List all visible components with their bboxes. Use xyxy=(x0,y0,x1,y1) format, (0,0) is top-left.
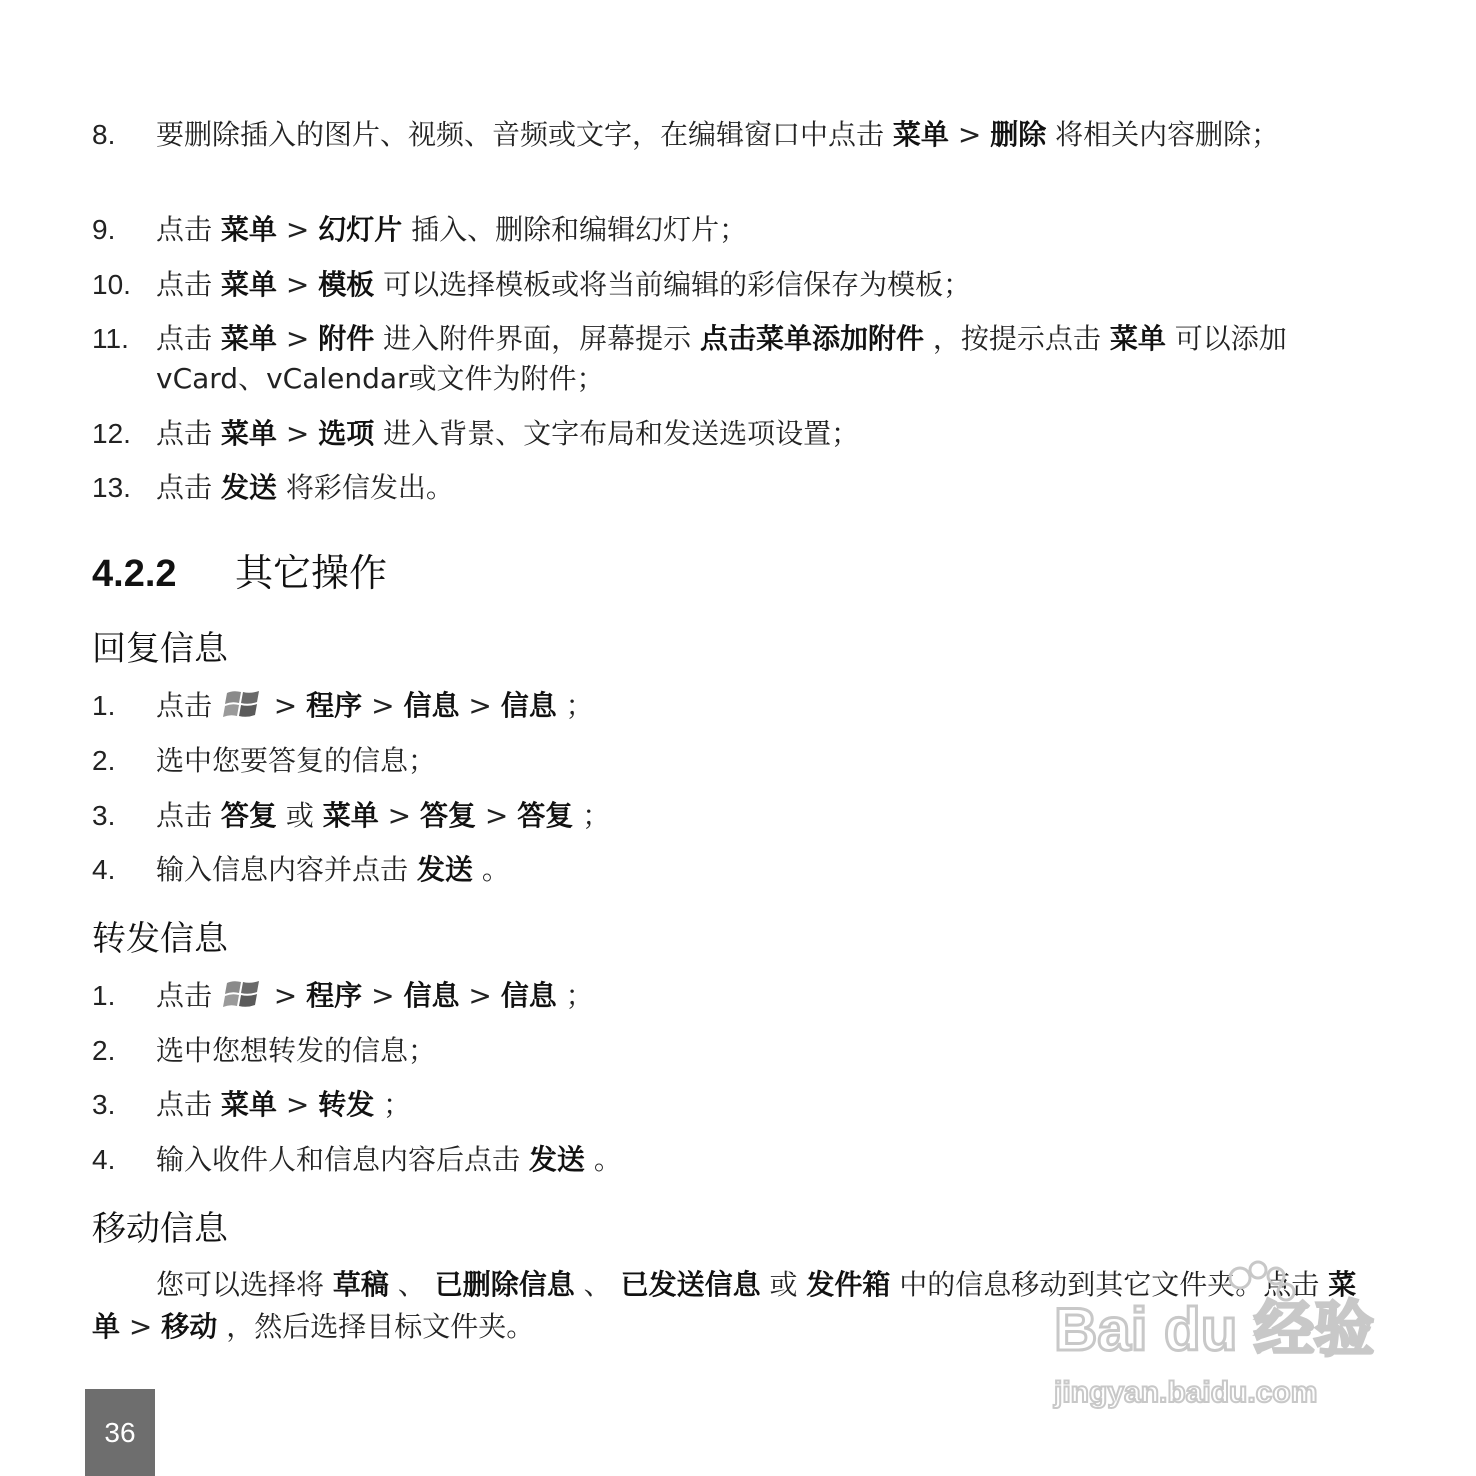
ui-term: 附件 xyxy=(318,322,375,355)
step-number: 12. xyxy=(92,418,131,449)
section-number: 4.2.2 xyxy=(92,553,177,595)
step-item xyxy=(92,210,1372,250)
step-item xyxy=(92,850,1372,890)
step-text: 可以添加vCard、vCalendar或文件为附件； xyxy=(156,322,1287,395)
step-text: > xyxy=(378,799,421,832)
ui-term: 发送 xyxy=(416,853,473,886)
step-item xyxy=(92,1085,1372,1125)
ui-term: 菜单 xyxy=(322,799,379,832)
ui-term: 选项 xyxy=(318,417,375,450)
step-text: 点击 xyxy=(156,689,221,722)
step-body xyxy=(156,976,1372,1016)
step-text: 或 xyxy=(760,1268,807,1301)
ui-term: 幻灯片 xyxy=(318,213,403,246)
step-body xyxy=(156,468,1372,508)
step-number: 3. xyxy=(92,800,116,831)
windows-start-icon xyxy=(221,979,265,1009)
step-text: 点击 xyxy=(156,417,221,450)
step-text: 点击 xyxy=(156,1088,221,1121)
step-text: 输入信息内容并点击 xyxy=(156,853,417,886)
step-body xyxy=(156,850,1372,890)
step-text: 插入、删除和编辑幻灯片； xyxy=(402,213,748,246)
step-text: 要删除插入的图片、视频、音频或文字，在编辑窗口中点击 xyxy=(156,118,893,151)
step-text: 可以选择模板或将当前编辑的彩信保存为模板； xyxy=(374,268,972,301)
step-text: > xyxy=(362,689,404,722)
step-text: 点击 xyxy=(156,979,221,1012)
ui-term: 点击菜单添加附件 xyxy=(700,322,925,355)
step-text: > xyxy=(276,213,319,246)
step-number: 9. xyxy=(92,214,116,245)
step-text: 、 xyxy=(574,1268,621,1301)
step-text: > xyxy=(459,689,501,722)
subheading-move: 移动信息 xyxy=(92,1209,228,1249)
step-text: 将相关内容删除； xyxy=(1046,118,1280,151)
ui-term: 答复 xyxy=(220,799,277,832)
ui-term: 答复 xyxy=(420,799,477,832)
page-number: 36 xyxy=(85,1389,155,1476)
step-item xyxy=(92,976,1372,1016)
step-text: 点击 xyxy=(156,799,221,832)
ui-term: 草稿 xyxy=(332,1268,389,1301)
ui-term: 答复 xyxy=(517,799,574,832)
step-text: > xyxy=(459,979,501,1012)
step-text: 将彩信发出。 xyxy=(276,471,454,504)
ui-term: 已发送信息 xyxy=(620,1268,761,1301)
step-text: 您可以选择将 xyxy=(156,1268,333,1301)
step-body xyxy=(156,796,1372,836)
step-text: 中的信息移动到其它文件夹。点击 xyxy=(890,1268,1329,1301)
step-text: > xyxy=(948,118,991,151)
ui-term: 菜单 xyxy=(220,1088,277,1121)
step-item xyxy=(92,414,1372,454)
step-text: 点击 xyxy=(156,322,221,355)
ui-term: 菜单 xyxy=(220,322,277,355)
step-body xyxy=(156,414,1372,454)
step-item xyxy=(92,741,1372,781)
step-text: > xyxy=(276,268,319,301)
watermark-brand: Bai du 经验 xyxy=(1054,1296,1375,1363)
step-text: > xyxy=(276,322,319,355)
step-text: > xyxy=(276,417,319,450)
step-number: 4. xyxy=(92,1144,116,1175)
step-item xyxy=(92,1140,1372,1180)
subheading-reply: 回复信息 xyxy=(92,629,228,669)
step-text: 点击 xyxy=(156,268,221,301)
ui-term: 菜单 xyxy=(1109,322,1166,355)
step-number: 3. xyxy=(92,1089,116,1120)
step-body xyxy=(156,686,1372,726)
ui-term: 菜单 xyxy=(220,213,277,246)
step-text: 。 xyxy=(472,853,510,886)
ui-term: 移动 xyxy=(161,1310,218,1343)
step-text: 点击 xyxy=(156,213,221,246)
step-text: 或 xyxy=(276,799,323,832)
step-number: 1. xyxy=(92,980,116,1011)
step-item xyxy=(92,686,1372,726)
ui-term: 菜单 xyxy=(220,417,277,450)
ui-term: 信息 xyxy=(500,689,557,722)
ui-term: 菜单 xyxy=(892,118,949,151)
section-title: 其它操作 xyxy=(235,551,388,595)
step-item xyxy=(92,319,1372,399)
step-text: 进入附件界面，屏幕提示 xyxy=(374,322,701,355)
step-text: > xyxy=(120,1310,162,1343)
step-body xyxy=(156,1140,1372,1180)
step-text: 输入收件人和信息内容后点击 xyxy=(156,1143,529,1176)
step-body xyxy=(156,210,1372,250)
step-text: 点击 xyxy=(156,471,221,504)
ui-term: 程序 xyxy=(306,979,363,1012)
step-body xyxy=(156,1031,1372,1071)
step-text: > xyxy=(264,689,307,722)
ui-term: 菜单 xyxy=(220,268,277,301)
ui-term: 信息 xyxy=(403,979,460,1012)
step-number: 13. xyxy=(92,472,131,503)
step-body xyxy=(156,1085,1372,1125)
ui-term: 发件箱 xyxy=(806,1268,891,1301)
windows-start-icon xyxy=(221,689,265,719)
step-number: 11. xyxy=(92,323,129,354)
step-number: 4. xyxy=(92,854,116,885)
step-item xyxy=(92,468,1372,508)
step-text: ； xyxy=(573,799,611,832)
step-item xyxy=(92,796,1372,836)
step-number: 1. xyxy=(92,690,116,721)
watermark-url: jingyan.baidu.com xyxy=(1054,1376,1318,1409)
step-text: > xyxy=(264,979,307,1012)
step-item xyxy=(92,115,1372,155)
section-heading xyxy=(92,548,387,599)
step-text: 选中您想转发的信息； xyxy=(156,1034,437,1067)
step-body xyxy=(156,319,1372,399)
move-paragraph xyxy=(92,1264,1362,1348)
ui-term: 删除 xyxy=(990,118,1047,151)
ui-term: 模板 xyxy=(318,268,375,301)
step-text: > xyxy=(476,799,518,832)
step-text: ； xyxy=(556,979,594,1012)
step-text: ； xyxy=(374,1088,412,1121)
ui-term: 转发 xyxy=(318,1088,375,1121)
step-number: 10. xyxy=(92,269,131,300)
step-text: 选中您要答复的信息； xyxy=(156,744,437,777)
ui-term: 程序 xyxy=(306,689,363,722)
step-number: 8. xyxy=(92,119,116,150)
step-item xyxy=(92,1031,1372,1071)
step-text: > xyxy=(276,1088,319,1121)
step-body xyxy=(156,741,1372,781)
step-text: ，然后选择目标文件夹。 xyxy=(217,1310,535,1343)
step-number: 2. xyxy=(92,1035,116,1066)
step-text: 。 xyxy=(584,1143,622,1176)
step-text: ，按提示点击 xyxy=(924,322,1110,355)
ui-term: 已删除信息 xyxy=(434,1268,575,1301)
step-number: 2. xyxy=(92,745,116,776)
ui-term: 发送 xyxy=(528,1143,585,1176)
subheading-forward: 转发信息 xyxy=(92,919,228,959)
ui-term: 信息 xyxy=(500,979,557,1012)
step-text: 进入背景、文字布局和发送选项设置； xyxy=(374,417,860,450)
step-body xyxy=(156,115,1372,155)
ui-term: 菜单 xyxy=(92,1268,1357,1343)
step-text: 、 xyxy=(388,1268,435,1301)
step-item xyxy=(92,265,1372,305)
step-text: ； xyxy=(556,689,594,722)
step-text: > xyxy=(362,979,404,1012)
ui-term: 发送 xyxy=(220,471,277,504)
ui-term: 信息 xyxy=(403,689,460,722)
step-body xyxy=(156,265,1372,305)
